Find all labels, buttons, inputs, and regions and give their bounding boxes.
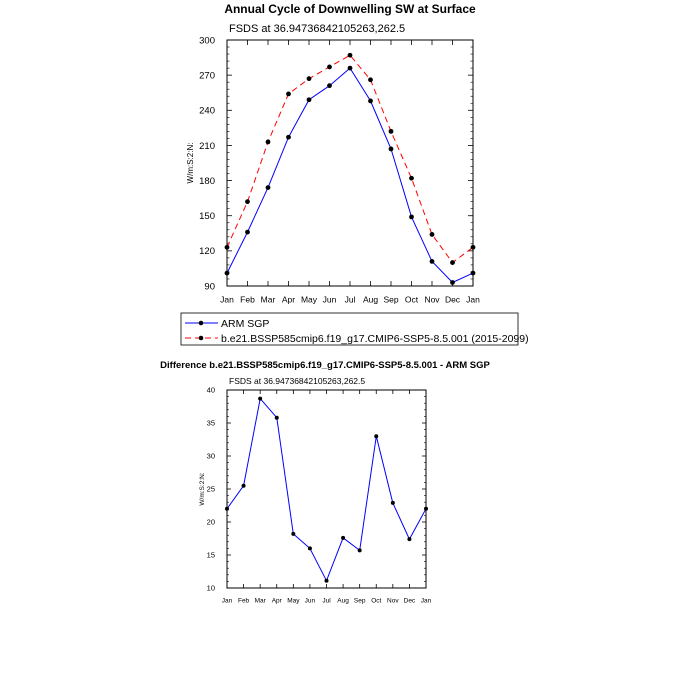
x-tick-label: Jan [420,597,432,605]
y-tick-label: 25 [206,484,215,494]
chart-title: Annual Cycle of Downwelling SW at Surface [224,2,476,16]
series-group [225,53,476,285]
legend [181,313,529,345]
data-point [391,501,395,505]
y-tick-label: 35 [206,418,215,428]
y-tick-label: 270 [199,70,215,82]
x-tick-label: Jan [220,294,234,305]
y-axis-ticks [199,35,473,292]
x-tick-label: Jul [344,294,356,305]
data-point [258,397,262,401]
x-tick-label: Apr [281,294,296,305]
data-point [325,579,329,583]
data-point [389,147,394,152]
data-point [327,83,332,88]
y-tick-label: 30 [206,451,215,461]
data-point [374,434,378,438]
y-tick-label: 20 [206,517,215,527]
data-point [225,507,229,511]
data-point [225,271,230,276]
y-axis-label: W/m:S:2:N: [199,472,206,506]
y-tick-label: 300 [199,35,215,47]
data-point [407,537,411,541]
legend-marker-arm-sgp [199,321,204,326]
x-axis-ticks [222,390,432,605]
legend-entry-arm-sgp [185,318,269,330]
data-point [430,259,435,264]
legend-entry-model [185,333,529,345]
data-point [266,140,271,145]
data-point [450,280,455,285]
x-tick-label: Nov [387,597,399,605]
legend-marker-model [199,336,204,341]
series-group [225,397,428,583]
data-point [348,66,353,71]
data-point [275,416,279,420]
series-line-0 [227,68,473,282]
data-point [450,260,455,265]
x-tick-label: May [287,597,300,605]
data-point [471,245,476,250]
plot-frame [227,40,473,286]
y-tick-label: 150 [199,211,215,223]
y-tick-label: 10 [206,583,215,593]
x-tick-label: Dec [403,597,416,605]
chart-title: Difference b.e21.BSSP585cmip6.f19_g17.CMIP6-SSP5-8.5.001 - ARM SGP [160,360,490,371]
y-tick-label: 15 [206,550,215,560]
legend-label-model: b.e21.BSSP585cmip6.f19_g17.CMIP6-SSP5-8.5.001 (2015-2099) [221,333,529,345]
x-tick-label: Jun [304,597,316,605]
data-point [307,97,312,102]
data-point [424,507,428,511]
data-point [307,76,312,81]
difference-chart [160,360,490,605]
y-tick-label: 40 [206,385,215,395]
y-tick-label: 120 [199,246,215,258]
y-axis-label: W/m:S:2:N: [186,142,195,184]
x-tick-label: Feb [240,294,255,305]
data-point [348,53,353,58]
data-point [471,271,476,276]
x-tick-label: Apr [271,597,282,605]
legend-label-arm-sgp: ARM SGP [221,318,270,330]
data-point [291,532,295,536]
data-point [358,548,362,552]
chart-subtitle: FSDS at 36.94736842105263,262.5 [229,376,366,386]
data-point [245,230,250,235]
data-point [368,77,373,82]
x-tick-label: Nov [424,294,440,305]
data-point [286,91,291,96]
data-point [225,245,230,250]
plot-frame [227,390,426,588]
x-tick-label: Jun [322,294,337,305]
series-line-1 [227,55,473,262]
data-point [286,135,291,140]
data-point [409,176,414,181]
x-tick-label: Mar [260,294,276,305]
y-tick-label: 210 [199,140,215,152]
data-point [368,99,373,104]
x-tick-label: Aug [362,294,379,305]
data-point [245,199,250,204]
x-tick-label: Jan [466,294,480,305]
data-point [308,546,312,550]
data-point [430,232,435,237]
annual-cycle-chart [181,2,529,345]
data-point [409,214,414,219]
y-tick-label: 90 [204,281,215,293]
chart-subtitle: FSDS at 36.94736842105263,262.5 [229,23,406,35]
x-axis-ticks [220,40,480,305]
y-tick-label: 240 [199,105,215,117]
x-tick-label: Jul [322,597,331,605]
data-point [341,536,345,540]
data-point [327,65,332,70]
data-point [266,185,271,190]
x-tick-label: Sep [383,294,399,305]
data-point [389,129,394,134]
x-tick-label: Mar [254,597,266,605]
x-tick-label: May [300,294,318,305]
x-tick-label: Oct [371,597,382,605]
x-tick-label: Oct [404,294,419,305]
x-tick-label: Jan [221,597,233,605]
x-tick-label: Sep [353,597,366,605]
y-tick-label: 180 [199,175,215,187]
x-tick-label: Aug [337,597,349,605]
x-tick-label: Dec [444,294,461,305]
data-point [242,484,246,488]
series-line-0 [227,399,426,581]
x-tick-label: Feb [237,597,250,605]
